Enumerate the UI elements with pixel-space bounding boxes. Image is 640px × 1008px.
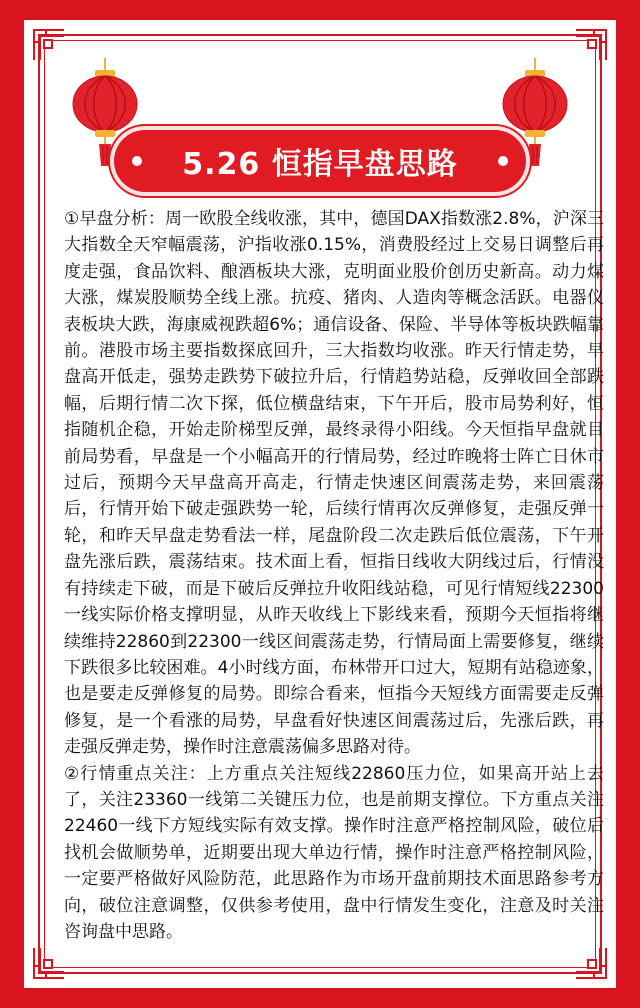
page-title: 5.26 恒指早盘思路 xyxy=(182,147,458,182)
banner-dot-icon xyxy=(498,156,508,166)
corner-ornament-icon xyxy=(32,946,66,980)
title-banner xyxy=(114,130,526,192)
paragraph-morning-analysis: ①早盘分析：周一欧股全线收涨，其中，德国DAX指数涨2.8%，沪深三大指数全天窄幅震荡，沪指收涨0.15%，消费股经过上交易日调整后再度走强，食品饮料、酿酒板块大涨，克明面业股价创历史新高。动力煤大涨，煤炭股顺势全线上涨。抗疫、猪肉、人造肉等概念活跃。电器仪表板块大跌，海康威视跌超6%；通信设备、保险、半导体等板块跌幅靠前。港股市场主要指数探底回升，三大指数均收涨。昨天行情走势，早盘高开低走，强势走跌势下破拉升后，行情趋势站稳，反弹收回全部跌幅，后期行情二次下探，低位横盘结束，下午开后，股市局势利好，恒指随机企稳，开始走阶梯型反弹，最终录得小阳线。今天恒指早盘就目前局势看，早盘是一个小幅高开的行情局势，经过昨晚将士阵亡日休市过后，预期今天早盘高开高走，行情走快速区间震荡走势，来回震荡后，行情开始下破走强跌势一轮，后续行情再次反弹修复，走强反弹一轮，和昨天早盘走势看法一样，尾盘阶段二次走跌后低位震荡，下午开盘先涨后跌，震荡结束。技术面上看，恒指日线收大阴线过后，行情没有持续走下破，而是下破后反弹拉升收阳线站稳，可见行情短线22300一线实际价格支撑明显，从昨天收线上下影线来看，预期今天恒指将继续维持22860到22300一线区间震荡走势，行情局面上需要修复，继续下跌很多比较困难。4小时线方面，布林带开口过大，短期有站稳迹象，也是要走反弹修复的局势。即综合看来，恒指今天短线方面需要走反弹修复，是一个看涨的局势，早盘看好快速区间震荡过后，先涨后跌，再走强反弹走势，操作时注意震荡偏多思路对待。 xyxy=(64,209,604,758)
article-card xyxy=(24,20,616,988)
banner-dot-icon xyxy=(132,156,142,166)
corner-ornament-icon xyxy=(32,28,66,62)
corner-ornament-icon xyxy=(574,946,608,980)
paragraph-key-levels: ②行情重点关注：上方重点关注短线22860压力位，如果高开站上去了，关注23360一线第二关键压力位，也是前期支撑位。下方重点关注22460一线下方短线实际有效支撑。操作时注意严格控制风险，破位后找机会做顺势单，近期要出现大单边行情，操作时注意严格控制风险，一定要严格做好风险防范，此思路作为市场开盘前期技术面思路参考方向，破位注意调整，仅供参考使用，盘中行情发生变化，注意及时关注咨询盘中思路。 xyxy=(64,763,604,942)
corner-ornament-icon xyxy=(574,28,608,62)
article-body xyxy=(64,206,604,945)
